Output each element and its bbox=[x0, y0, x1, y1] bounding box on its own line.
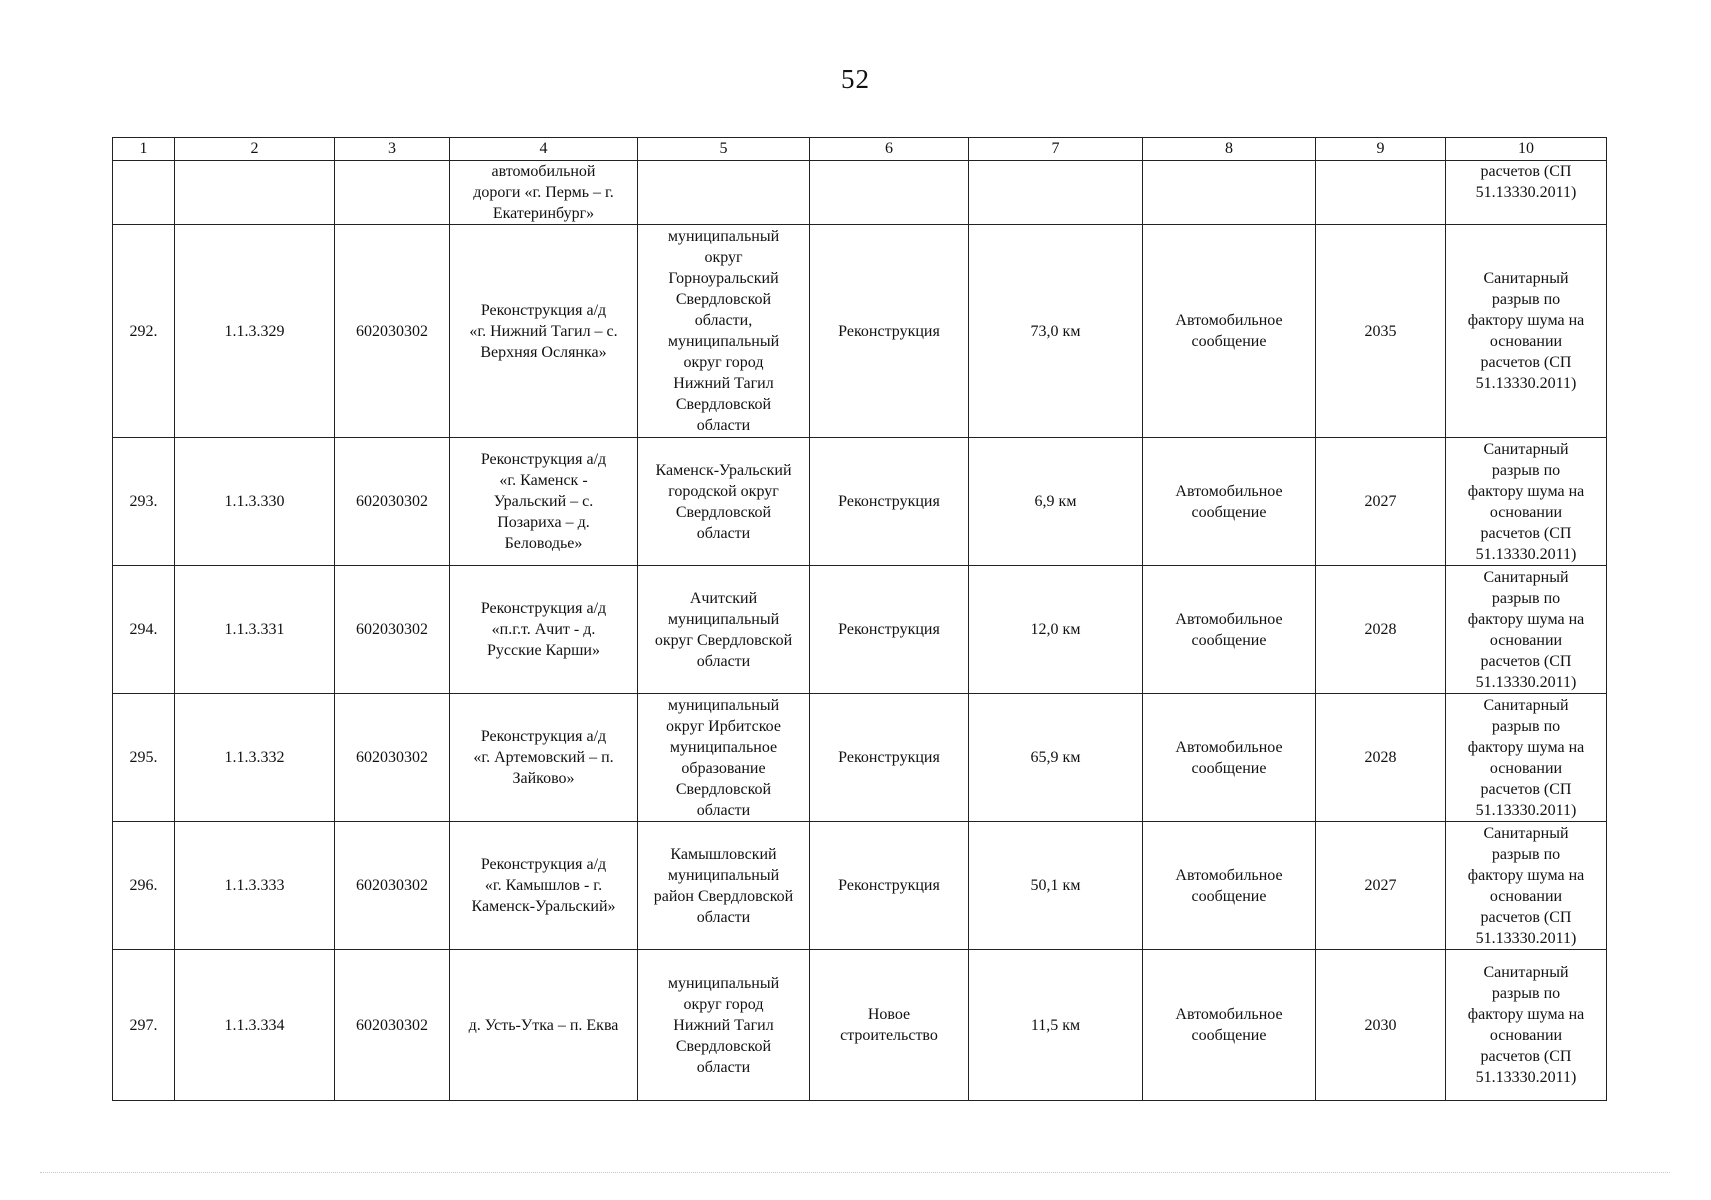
row-number-cell: 297. bbox=[113, 950, 175, 1101]
row-number-cell: 292. bbox=[113, 225, 175, 438]
table-cell: 11,5 км bbox=[969, 950, 1143, 1101]
table-cell: 602030302 bbox=[335, 566, 450, 694]
table-cell: Автомобильное сообщение bbox=[1143, 694, 1316, 822]
table-row bbox=[113, 566, 1607, 694]
table-cell: Каменск-Уральский городской округ Свердловской области bbox=[638, 438, 810, 566]
table-cell: муниципальный округ город Нижний Тагил Свердловской области bbox=[638, 950, 810, 1101]
column-header: 6 bbox=[810, 138, 969, 161]
column-header: 3 bbox=[335, 138, 450, 161]
table-cell: 1.1.3.331 bbox=[175, 566, 335, 694]
continuation-row bbox=[113, 161, 1607, 225]
table-cell: 1.1.3.330 bbox=[175, 438, 335, 566]
table-cell: 602030302 bbox=[335, 822, 450, 950]
column-header: 4 bbox=[450, 138, 638, 161]
table-cell bbox=[335, 161, 450, 225]
table-row bbox=[113, 950, 1607, 1101]
table-cell: Санитарный разрыв по фактору шума на основании расчетов (СП 51.13330.2011) bbox=[1446, 822, 1607, 950]
table-cell: Камышловский муниципальный район Свердловской области bbox=[638, 822, 810, 950]
table-cell: Санитарный разрыв по фактору шума на основании расчетов (СП 51.13330.2011) bbox=[1446, 225, 1607, 438]
table-cell: Автомобильное сообщение bbox=[1143, 438, 1316, 566]
table-cell: Реконструкция а/д «п.г.т. Ачит - д. Русские Карши» bbox=[450, 566, 638, 694]
table-cell bbox=[1143, 161, 1316, 225]
table-row bbox=[113, 438, 1607, 566]
table-cell: 2027 bbox=[1316, 438, 1446, 566]
table-cell: муниципальный округ Ирбитское муниципальное образование Свердловской области bbox=[638, 694, 810, 822]
table-cell bbox=[175, 161, 335, 225]
row-number-cell: 295. bbox=[113, 694, 175, 822]
table-cell: Автомобильное сообщение bbox=[1143, 225, 1316, 438]
page-number: 52 bbox=[841, 64, 870, 94]
row-number-cell: 293. bbox=[113, 438, 175, 566]
scan-artifact-divider bbox=[40, 1172, 1670, 1174]
column-header: 9 bbox=[1316, 138, 1446, 161]
registry-table bbox=[112, 137, 1607, 1101]
table-cell: 2028 bbox=[1316, 694, 1446, 822]
table-cell: 65,9 км bbox=[969, 694, 1143, 822]
column-header: 8 bbox=[1143, 138, 1316, 161]
column-number-header-row bbox=[113, 138, 1607, 161]
table-cell: 6,9 км bbox=[969, 438, 1143, 566]
table-cell: Реконструкция а/д «г. Нижний Тагил – с. Верхняя Ослянка» bbox=[450, 225, 638, 438]
table-cell: 12,0 км bbox=[969, 566, 1143, 694]
column-header: 7 bbox=[969, 138, 1143, 161]
table-row bbox=[113, 225, 1607, 438]
table-cell bbox=[638, 161, 810, 225]
table-cell: 1.1.3.334 bbox=[175, 950, 335, 1101]
table-cell: расчетов (СП 51.13330.2011) bbox=[1446, 161, 1607, 225]
column-header: 10 bbox=[1446, 138, 1607, 161]
column-header: 1 bbox=[113, 138, 175, 161]
column-header: 2 bbox=[175, 138, 335, 161]
table-cell: 602030302 bbox=[335, 438, 450, 566]
table-cell: 602030302 bbox=[335, 225, 450, 438]
table-cell: 73,0 км bbox=[969, 225, 1143, 438]
table-cell: Санитарный разрыв по фактору шума на основании расчетов (СП 51.13330.2011) bbox=[1446, 950, 1607, 1101]
table-cell: муниципальный округ Горноуральский Свердловской области, муниципальный округ город Нижний Тагил Свердловской области bbox=[638, 225, 810, 438]
column-header: 5 bbox=[638, 138, 810, 161]
table-cell: Новое строительство bbox=[810, 950, 969, 1101]
table-cell: Автомобильное сообщение bbox=[1143, 950, 1316, 1101]
table-cell: Реконструкция а/д «г. Каменск - Уральский – с. Позариха – д. Беловодье» bbox=[450, 438, 638, 566]
table-cell: Ачитский муниципальный округ Свердловской области bbox=[638, 566, 810, 694]
table-cell: д. Усть-Утка – п. Еква bbox=[450, 950, 638, 1101]
row-number-cell: 296. bbox=[113, 822, 175, 950]
row-number-cell: 294. bbox=[113, 566, 175, 694]
table-cell: 602030302 bbox=[335, 694, 450, 822]
table-cell: Реконструкция bbox=[810, 694, 969, 822]
table-cell bbox=[810, 161, 969, 225]
table-cell: Автомобильное сообщение bbox=[1143, 566, 1316, 694]
table-cell: Реконструкция bbox=[810, 566, 969, 694]
table-cell: Реконструкция а/д «г. Камышлов - г. Каменск-Уральский» bbox=[450, 822, 638, 950]
table-cell: Автомобильное сообщение bbox=[1143, 822, 1316, 950]
table-cell: 50,1 км bbox=[969, 822, 1143, 950]
table-row bbox=[113, 694, 1607, 822]
table-cell: Санитарный разрыв по фактору шума на основании расчетов (СП 51.13330.2011) bbox=[1446, 566, 1607, 694]
table-row bbox=[113, 822, 1607, 950]
table-cell bbox=[1316, 161, 1446, 225]
table-cell: 602030302 bbox=[335, 950, 450, 1101]
table-cell: 1.1.3.329 bbox=[175, 225, 335, 438]
table-cell: Санитарный разрыв по фактору шума на основании расчетов (СП 51.13330.2011) bbox=[1446, 694, 1607, 822]
table-cell: Реконструкция bbox=[810, 822, 969, 950]
table-cell: Реконструкция bbox=[810, 225, 969, 438]
table-cell: 2035 bbox=[1316, 225, 1446, 438]
table-cell: 1.1.3.332 bbox=[175, 694, 335, 822]
table-cell: Реконструкция bbox=[810, 438, 969, 566]
table-cell bbox=[969, 161, 1143, 225]
table-cell: 2028 bbox=[1316, 566, 1446, 694]
table-cell: 2030 bbox=[1316, 950, 1446, 1101]
table-cell: автомобильной дороги «г. Пермь – г. Екатеринбург» bbox=[450, 161, 638, 225]
table-cell: 2027 bbox=[1316, 822, 1446, 950]
table-cell: Санитарный разрыв по фактору шума на основании расчетов (СП 51.13330.2011) bbox=[1446, 438, 1607, 566]
table-cell: 1.1.3.333 bbox=[175, 822, 335, 950]
table-cell: Реконструкция а/д «г. Артемовский – п. Зайково» bbox=[450, 694, 638, 822]
table-cell bbox=[113, 161, 175, 225]
